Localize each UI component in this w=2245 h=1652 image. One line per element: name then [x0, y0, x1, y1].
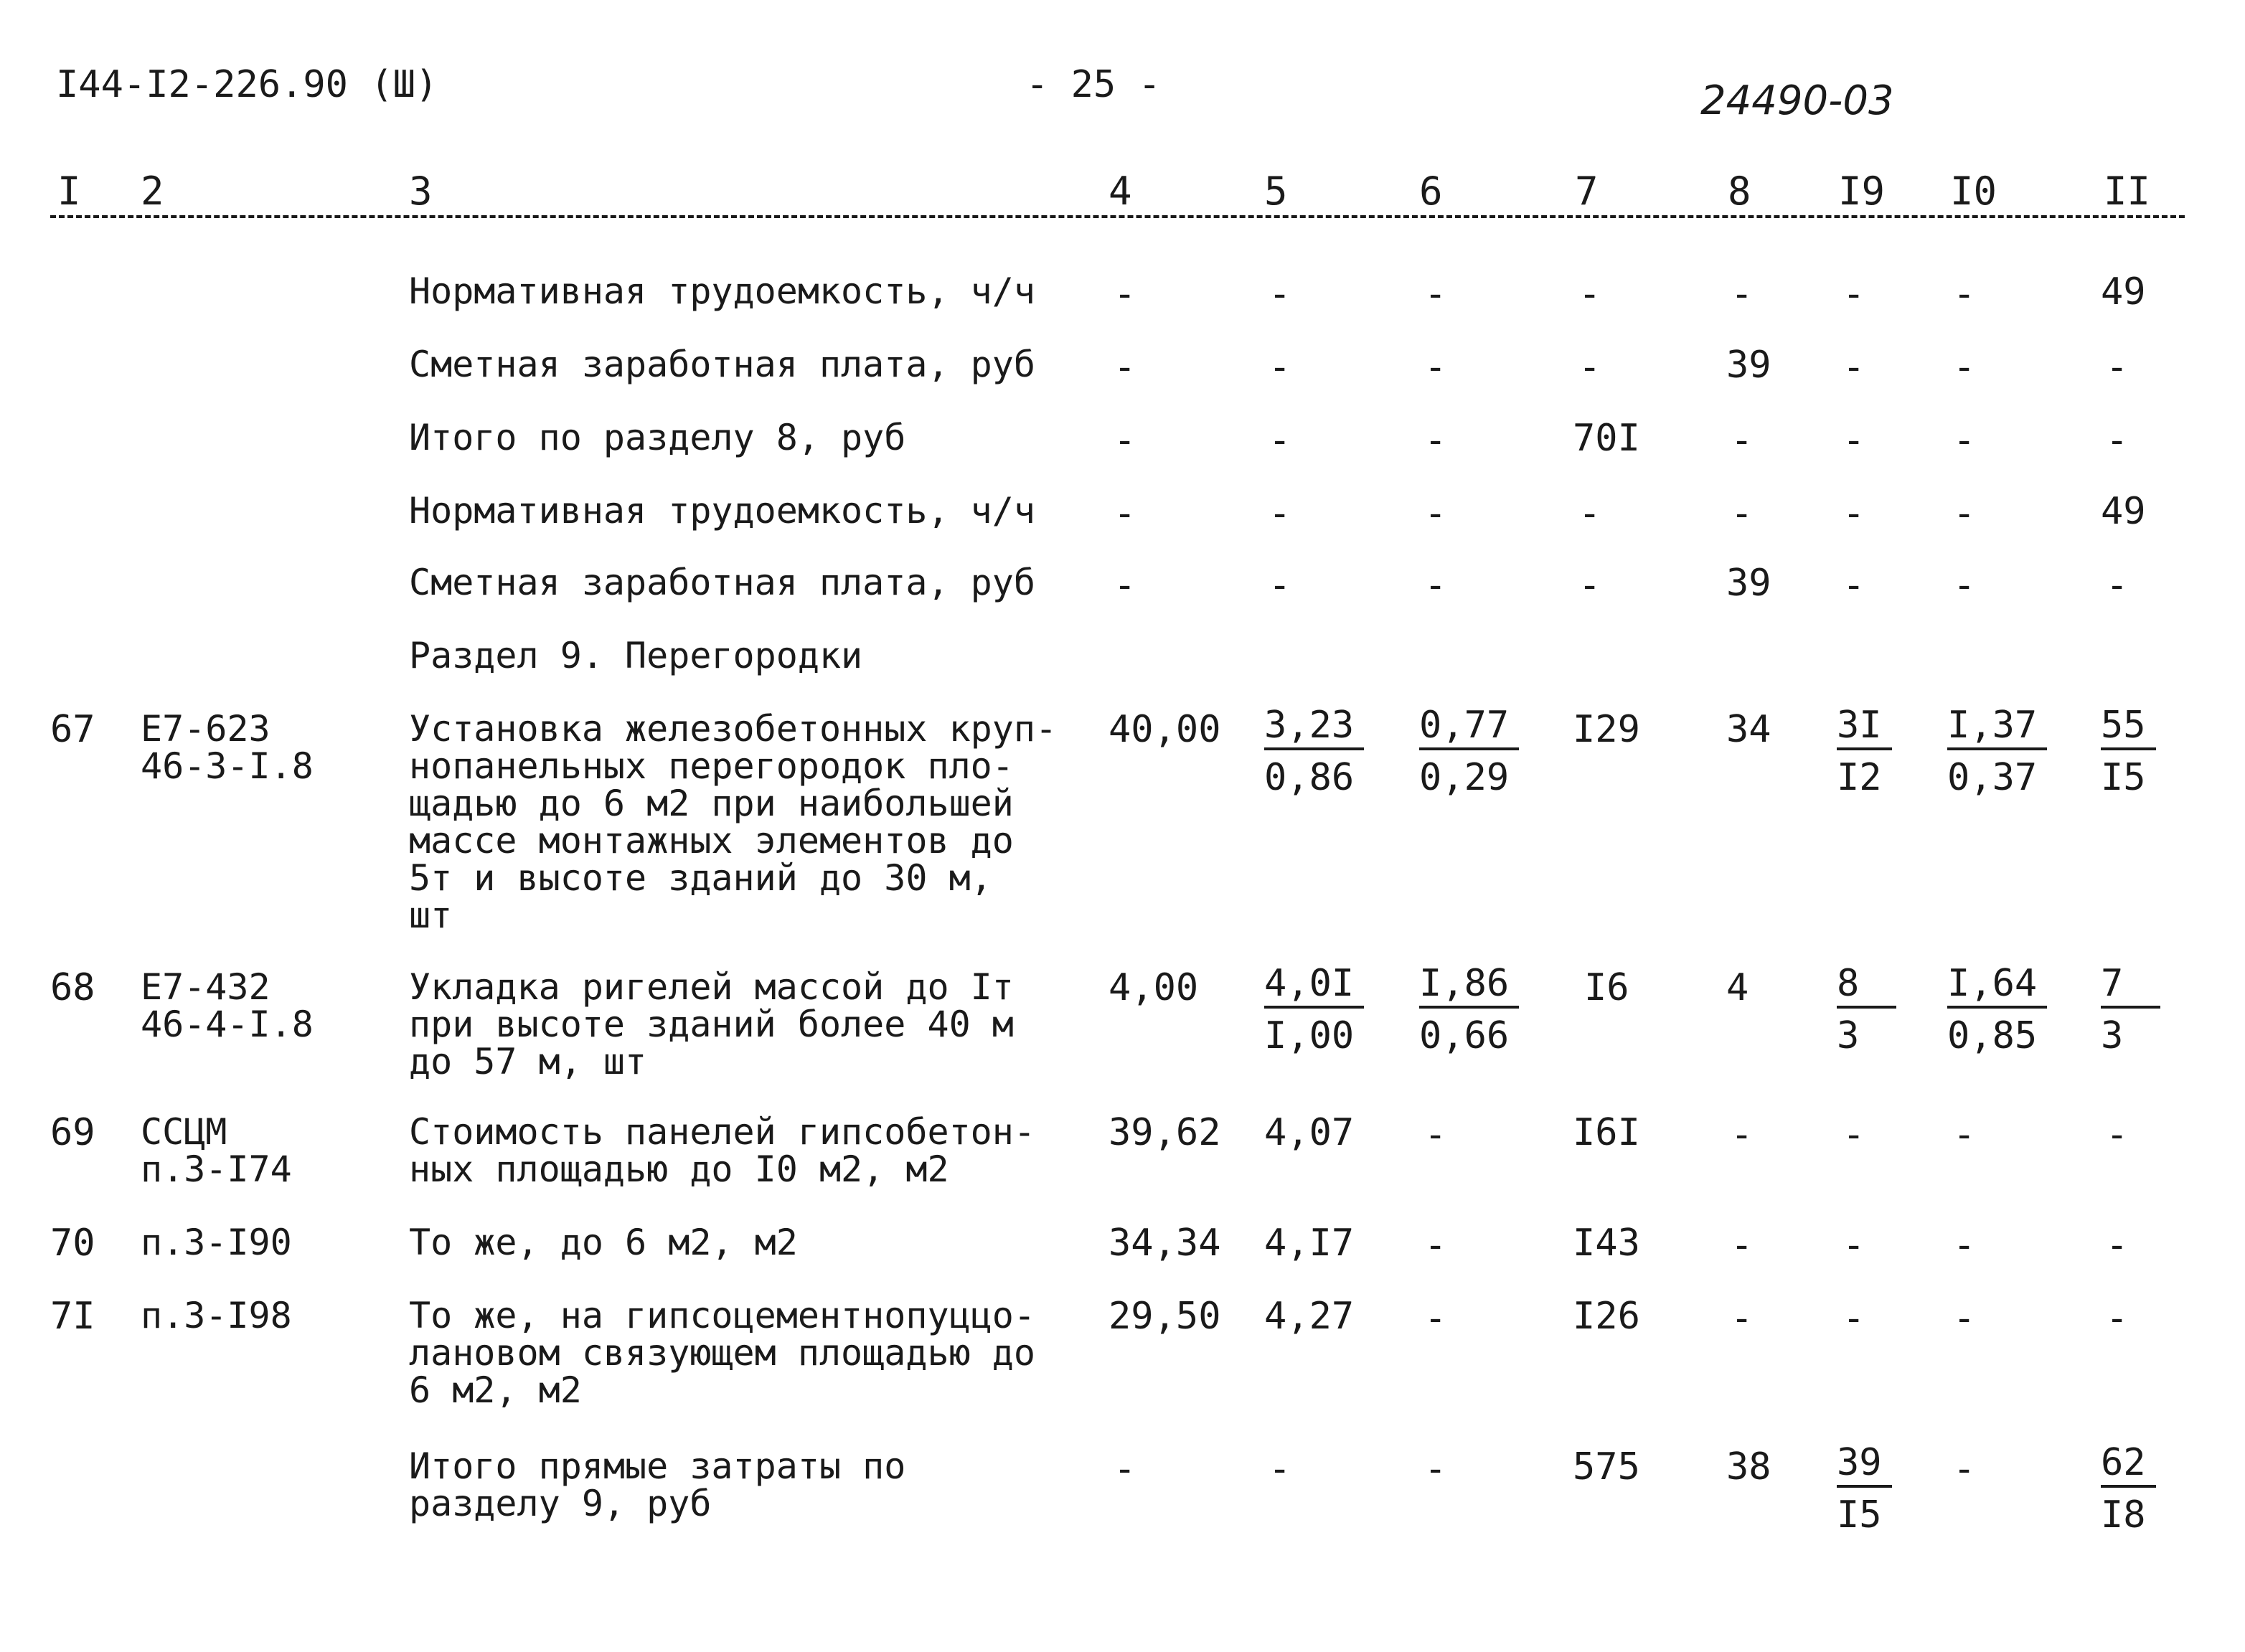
cell-col6 [1419, 703, 1519, 805]
cell-col5: - [1269, 419, 1291, 462]
cell-col7: - [1578, 564, 1601, 607]
fraction-numerator: I,37 [1947, 703, 2047, 750]
document-code: I44-I2-226.90 (Ш) [56, 63, 438, 106]
col-num-10: I0 [1950, 169, 1997, 214]
col-num-1: I [57, 169, 81, 214]
fraction-denominator: I8 [2101, 1493, 2146, 1537]
cell-col4: - [1114, 419, 1136, 462]
cell-col4: - [1114, 346, 1136, 389]
cell-col6: - [1424, 1297, 1447, 1340]
cell-col4: 39,62 [1109, 1111, 1221, 1154]
total-description: Итого прямые затраты по разделу 9, руб [409, 1445, 906, 1524]
cell-col4: - [1114, 273, 1136, 316]
cell-col10: - [1953, 1224, 1976, 1267]
cell-col9: - [1842, 419, 1865, 462]
row-description: То же, до 6 м2, м2 [409, 1222, 798, 1263]
row-description: Итого по разделу 8, руб [409, 417, 906, 458]
row-code: п.3-I90 [141, 1222, 292, 1263]
cell-col5: 4,07 [1264, 1111, 1355, 1154]
cell-col7: I6I [1573, 1111, 1640, 1154]
col-num-8: 8 [1728, 169, 1751, 214]
fraction-numerator: 3,23 [1264, 703, 1364, 750]
cell-col10: - [1953, 1113, 1976, 1156]
cell-col8: 39 [1726, 344, 1771, 387]
cell-col7: - [1578, 273, 1601, 316]
cell-col11 [2101, 1440, 2156, 1542]
fraction-numerator: I,86 [1419, 961, 1519, 1009]
cell-col5: - [1269, 492, 1291, 535]
cell-col6: - [1424, 1224, 1447, 1267]
cell-col7: I29 [1573, 708, 1640, 751]
cell-col8: - [1731, 273, 1754, 316]
row-code: п.3-I98 [141, 1295, 292, 1336]
cell-col6: - [1424, 564, 1447, 607]
row-number: 70 [50, 1222, 95, 1265]
cell-col7: I6 [1584, 966, 1629, 1009]
row-code: Е7-623 46-3-I.8 [141, 708, 314, 787]
col-num-9: I9 [1838, 169, 1886, 214]
cell-col8: 34 [1726, 708, 1771, 751]
cell-col7: 70I [1573, 417, 1640, 460]
col-num-11: II [2104, 169, 2151, 214]
cell-col5 [1264, 703, 1364, 805]
cell-col7: - [1578, 492, 1601, 535]
fraction-numerator: 3I [1837, 703, 1892, 750]
row-description: Сметная заработная плата, руб [409, 562, 1035, 603]
cell-col4: 40,00 [1109, 708, 1221, 751]
cell-col6: - [1424, 273, 1447, 316]
cell-col10: - [1953, 1448, 1976, 1491]
cell-col8: - [1731, 492, 1754, 535]
row-number: 69 [50, 1111, 95, 1154]
cell-col9: - [1842, 1224, 1865, 1267]
col-num-4: 4 [1109, 169, 1132, 214]
cell-col10 [1947, 961, 2047, 1063]
cell-col8: 4 [1726, 966, 1749, 1009]
cell-col5: - [1269, 346, 1291, 389]
cell-col10: - [1953, 419, 1976, 462]
row-description: Нормативная трудоемкость, ч/ч [409, 270, 1035, 312]
section-heading: Раздел 9. Перегородки [409, 635, 863, 676]
fraction-denominator: 0,29 [1419, 756, 1510, 799]
cell-col11: - [2106, 1113, 2129, 1156]
cell-col11 [2101, 703, 2156, 805]
cell-col8: 38 [1726, 1445, 1771, 1488]
row-code: ССЦМ п.3-I74 [141, 1111, 292, 1190]
fraction-numerator: I,64 [1947, 961, 2047, 1009]
cell-col9 [1837, 703, 1892, 805]
cell-col10: - [1953, 346, 1976, 389]
cell-col9: - [1842, 492, 1865, 535]
col-num-6: 6 [1419, 169, 1443, 214]
cell-col9: - [1842, 1297, 1865, 1340]
row-number: 7I [50, 1295, 95, 1338]
cell-col4: - [1114, 1448, 1136, 1491]
fraction-denominator: I5 [1837, 1493, 1882, 1537]
cell-col11 [2101, 961, 2160, 1063]
cell-col7: 575 [1573, 1445, 1640, 1488]
page-number: - 25 - [1026, 63, 1161, 106]
cell-col4: 34,34 [1109, 1222, 1221, 1265]
cell-col6: - [1424, 1113, 1447, 1156]
cell-col11: - [2106, 419, 2129, 462]
col-num-5: 5 [1264, 169, 1288, 214]
row-code: Е7-432 46-4-I.8 [141, 966, 314, 1045]
cell-col11: 49 [2101, 270, 2146, 313]
fraction-numerator: 55 [2101, 703, 2156, 750]
cell-col11: - [2106, 346, 2129, 389]
cell-col8: - [1731, 1297, 1754, 1340]
row-description: Нормативная трудоемкость, ч/ч [409, 490, 1035, 532]
cell-col5: - [1269, 564, 1291, 607]
cell-col5: - [1269, 273, 1291, 316]
row-description: Сметная заработная плата, руб [409, 344, 1035, 385]
row-description: Стоимость панелей гипсобетон- ных площадью до I0 м2, м2 [409, 1111, 1035, 1190]
cell-col9: - [1842, 1113, 1865, 1156]
cell-col8: - [1731, 1224, 1754, 1267]
fraction-numerator: 39 [1837, 1440, 1892, 1488]
cell-col6: - [1424, 1448, 1447, 1491]
row-number: 68 [50, 966, 95, 1009]
cell-col6: - [1424, 346, 1447, 389]
cell-col6: - [1424, 419, 1447, 462]
cell-col4: - [1114, 492, 1136, 535]
cell-col11: - [2106, 564, 2129, 607]
cell-col5: - [1269, 1448, 1291, 1491]
fraction-numerator: 8 [1837, 961, 1896, 1009]
fraction-numerator: 7 [2101, 961, 2160, 1009]
row-number: 67 [50, 708, 95, 751]
cell-col8: - [1731, 419, 1754, 462]
cell-col10: - [1953, 564, 1976, 607]
cell-col4: - [1114, 564, 1136, 607]
cell-col10: - [1953, 1297, 1976, 1340]
cell-col9: - [1842, 564, 1865, 607]
cell-col11: - [2106, 1297, 2129, 1340]
fraction-numerator: 4,0I [1264, 961, 1364, 1009]
fraction-denominator: I2 [1837, 756, 1882, 799]
cell-col4: 29,50 [1109, 1295, 1221, 1338]
fraction-denominator: I5 [2101, 756, 2146, 799]
cell-col6 [1419, 961, 1519, 1063]
cell-col10: - [1953, 492, 1976, 535]
header-dashed-rule [50, 215, 2185, 218]
col-num-3: 3 [409, 169, 433, 214]
cell-col9 [1837, 1440, 1892, 1542]
cell-col5: 4,27 [1264, 1295, 1355, 1338]
fraction-numerator: 62 [2101, 1440, 2156, 1488]
cell-col4: 4,00 [1109, 966, 1199, 1009]
cell-col11: 49 [2101, 490, 2146, 533]
cell-col9 [1837, 961, 1896, 1063]
fraction-denominator: 0,66 [1419, 1014, 1510, 1057]
fraction-denominator: 3 [1837, 1014, 1860, 1057]
col-num-7: 7 [1575, 169, 1599, 214]
cell-col7: I26 [1573, 1295, 1640, 1338]
cell-col11: - [2106, 1224, 2129, 1267]
cell-col8: - [1731, 1113, 1754, 1156]
cell-col10 [1947, 703, 2047, 805]
fraction-numerator: 0,77 [1419, 703, 1519, 750]
cell-col8: 39 [1726, 562, 1771, 605]
fraction-denominator: 0,86 [1264, 756, 1355, 799]
fraction-denominator: 0,85 [1947, 1014, 2038, 1057]
cell-col5: 4,I7 [1264, 1222, 1355, 1265]
row-description: То же, на гипсоцементнопуццо- лановом связующем площадью до 6 м2, м2 [409, 1295, 1035, 1411]
cell-col6: - [1424, 492, 1447, 535]
col-num-2: 2 [141, 169, 164, 214]
fraction-denominator: 3 [2101, 1014, 2124, 1057]
fraction-denominator: 0,37 [1947, 756, 2038, 799]
row-description: Установка железобетонных круп- нопанельных перегородок пло- щадью до 6 м2 при наибольшей массе монтажных элементов до 5т и высоте зданий до 30 м, шт [409, 708, 1058, 936]
row-description: Укладка ригелей массой до Iт при высоте зданий более 40 м до 57 м, шт [409, 966, 1014, 1082]
cell-col5 [1264, 961, 1364, 1063]
fraction-denominator: I,00 [1264, 1014, 1355, 1057]
cell-col7: - [1578, 346, 1601, 389]
cell-col9: - [1842, 346, 1865, 389]
cell-col10: - [1953, 273, 1976, 316]
stamp-number: 24490-03 [1700, 77, 1894, 124]
cell-col7: I43 [1573, 1222, 1640, 1265]
cell-col9: - [1842, 273, 1865, 316]
